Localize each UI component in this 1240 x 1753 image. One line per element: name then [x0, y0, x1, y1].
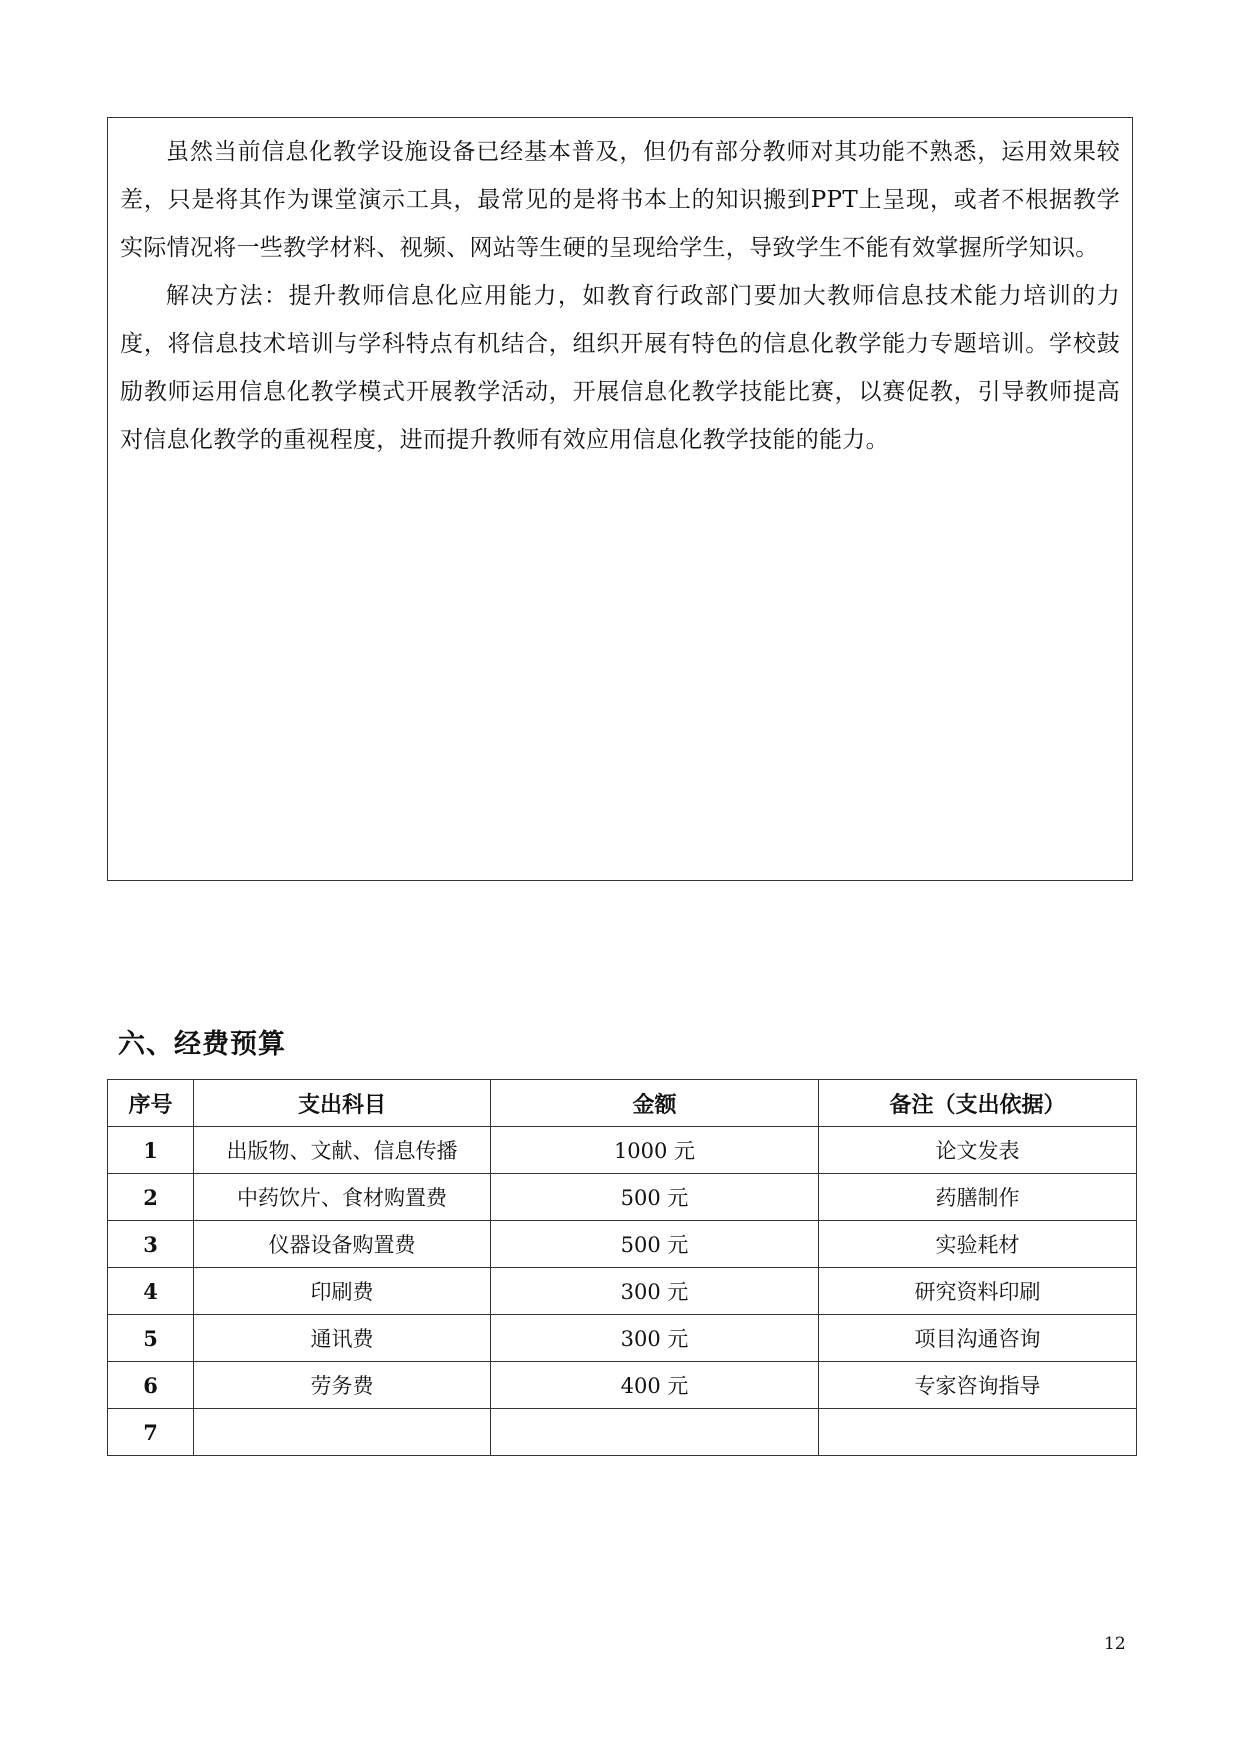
cell-item: 出版物、文献、信息传播	[194, 1127, 491, 1174]
cell-no: 6	[108, 1362, 194, 1409]
cell-item: 劳务费	[194, 1362, 491, 1409]
header-item: 支出科目	[194, 1080, 491, 1127]
section-title: 六、经费预算	[118, 1029, 286, 1060]
cell-no: 7	[108, 1409, 194, 1456]
table-row	[108, 1127, 1137, 1174]
cell-note: 实验耗材	[819, 1221, 1137, 1268]
header-amount: 金额	[491, 1080, 819, 1127]
cell-no: 1	[108, 1127, 194, 1174]
cell-note: 研究资料印刷	[819, 1268, 1137, 1315]
cell-item: 中药饮片、食材购置费	[194, 1174, 491, 1221]
cell-amount: 1000 元	[491, 1127, 819, 1174]
cell-item	[194, 1409, 491, 1456]
cell-item: 仪器设备购置费	[194, 1221, 491, 1268]
cell-item: 通讯费	[194, 1315, 491, 1362]
cell-note: 项目沟通咨询	[819, 1315, 1137, 1362]
cell-amount: 300 元	[491, 1315, 819, 1362]
header-no: 序号	[108, 1080, 194, 1127]
paragraph-solution: 解决方法：提升教师信息化应用能力，如教育行政部门要加大教师信息技术能力培训的力度，将信息技术培训与学科特点有机结合，组织开展有特色的信息化教学能力专题培训。学校鼓励教师运用信息化教学模式开展教学活动，开展信息化教学技能比赛，以赛促教，引导教师提高对信息化教学的重视程度，进而提升教师有效应用信息化教学技能的能力。	[120, 283, 1120, 453]
cell-no: 2	[108, 1174, 194, 1221]
cell-no: 3	[108, 1221, 194, 1268]
paragraph-problem: 虽然当前信息化教学设施设备已经基本普及，但仍有部分教师对其功能不熟悉，运用效果较差，只是将其作为课堂演示工具，最常见的是将书本上的知识搬到PPT上呈现，或者不根据教学实际情况将一些教学材料、视频、网站等生硬的呈现给学生，导致学生不能有效掌握所学知识。	[120, 139, 1120, 261]
cell-note	[819, 1409, 1137, 1456]
table-row	[108, 1362, 1137, 1409]
page-number: 12	[1104, 1634, 1126, 1654]
budget-table	[107, 1079, 1137, 1456]
text-box	[107, 117, 1133, 881]
cell-amount: 500 元	[491, 1174, 819, 1221]
cell-amount: 300 元	[491, 1268, 819, 1315]
cell-note: 专家咨询指导	[819, 1362, 1137, 1409]
cell-item: 印刷费	[194, 1268, 491, 1315]
table-row	[108, 1315, 1137, 1362]
table-row	[108, 1221, 1137, 1268]
cell-amount	[491, 1409, 819, 1456]
cell-amount: 400 元	[491, 1362, 819, 1409]
cell-no: 5	[108, 1315, 194, 1362]
cell-no: 4	[108, 1268, 194, 1315]
table-row	[108, 1268, 1137, 1315]
header-note: 备注（支出依据）	[819, 1080, 1137, 1127]
table-row	[108, 1174, 1137, 1221]
cell-note: 药膳制作	[819, 1174, 1137, 1221]
table-row	[108, 1409, 1137, 1456]
cell-amount: 500 元	[491, 1221, 819, 1268]
cell-note: 论文发表	[819, 1127, 1137, 1174]
table-header-row	[108, 1080, 1137, 1127]
